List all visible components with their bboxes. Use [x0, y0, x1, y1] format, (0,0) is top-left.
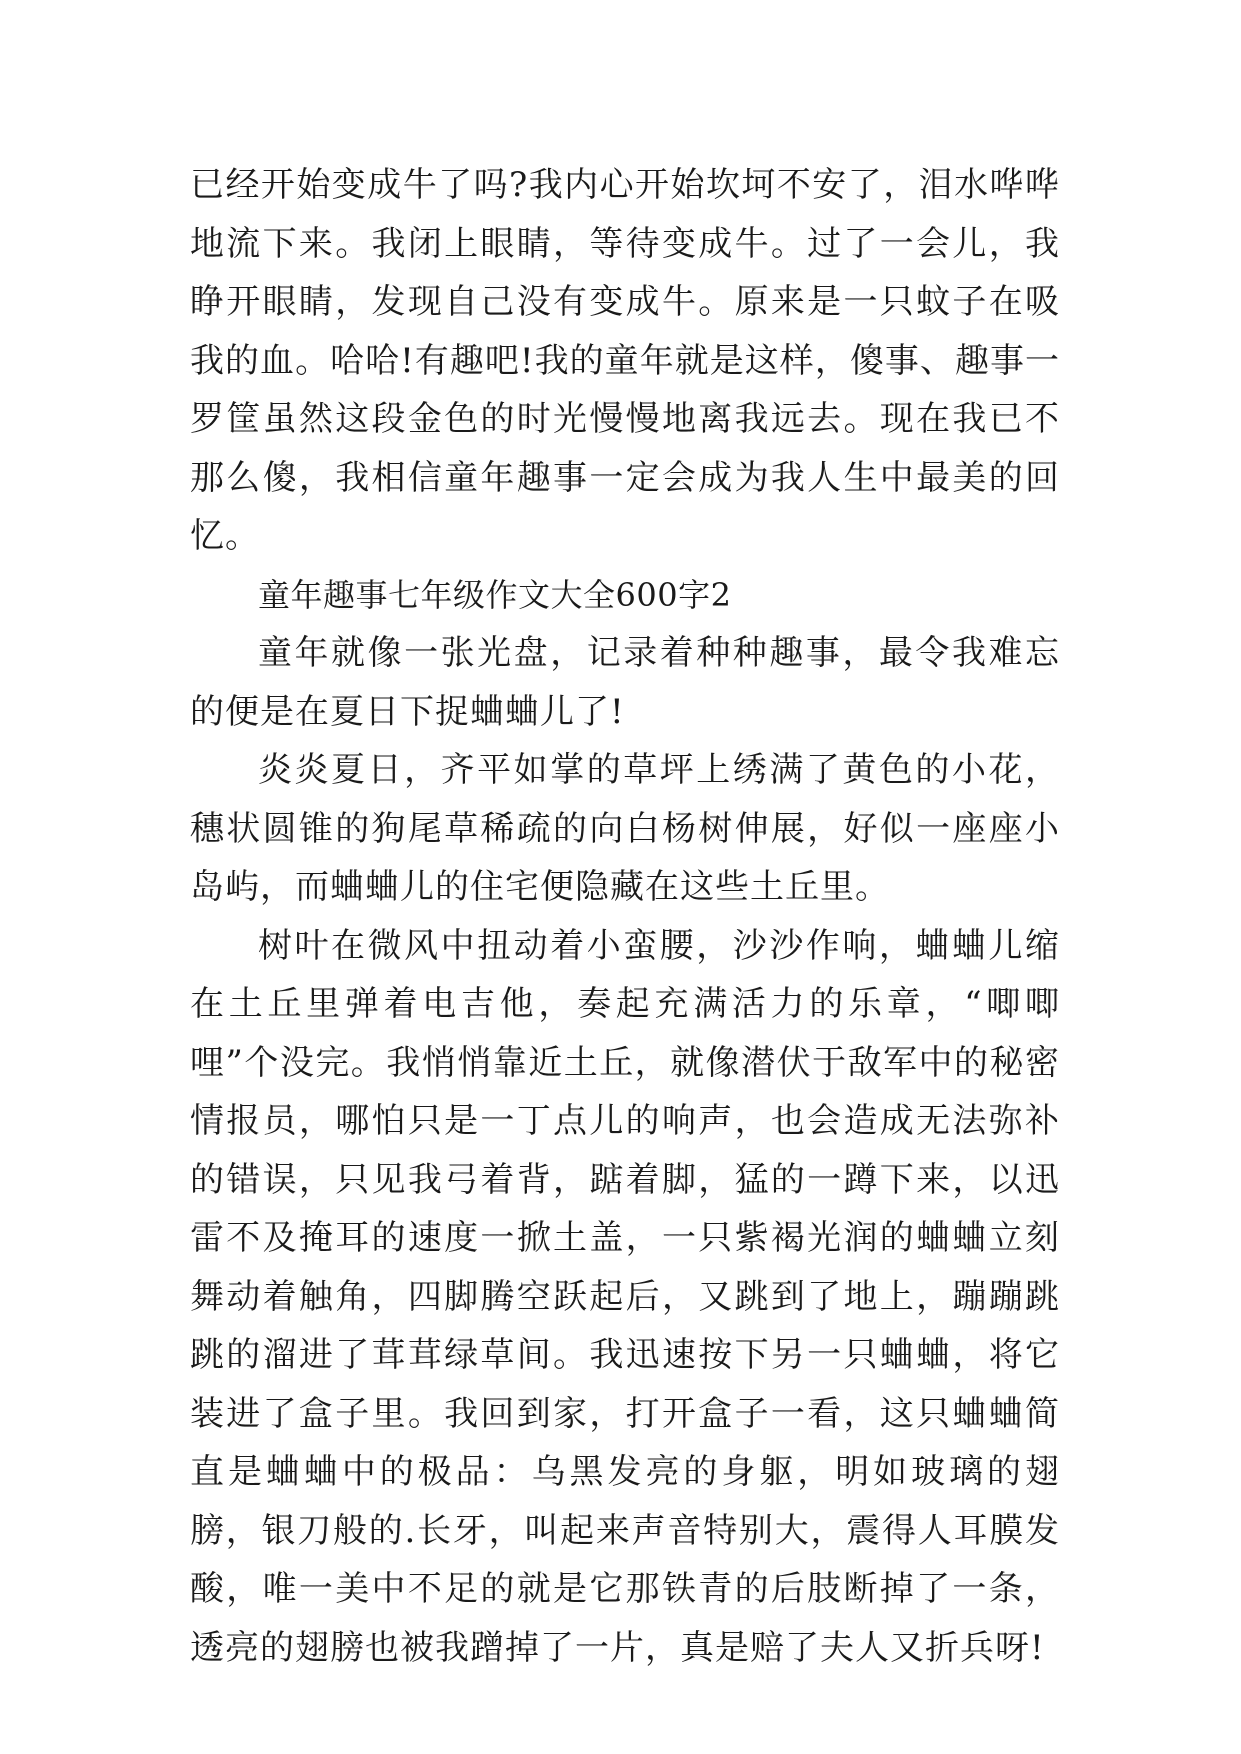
paragraph-intro: 童年就像一张光盘，记录着种种趣事，最令我难忘的便是在夏日下捉蛐蛐儿了!	[190, 633, 1060, 732]
paragraph-catching-cricket: 树叶在微风中扭动着小蛮腰，沙沙作响，蛐蛐儿缩在土丘里弹着电吉他，奏起充满活力的乐章，“唧唧哩”个没完。我悄悄靠近土丘，就像潜伏于敌军中的秘密情报员，哪怕只是一丁点儿的响声，也会造成无法弥补的错误，只见我弓着背，踮着脚，猛的一蹲下来，以迅雷不及掩耳的速度一掀土盖，一只紫褐光润的蛐蛐立刻舞动着触角，四脚腾空跃起后，又跳到了地上，蹦蹦跳跳的溜进了茸茸绿草间。我迅速按下另一只蛐蛐，将它装进了盒子里。我回到家，打开盒子一看，这只蛐蛐简直是蛐蛐中的极品：乌黑发亮的身躯，明如玻璃的翅膀，银刀般的.长牙，叫起来声音特别大，震得人耳膜发酸，唯一美中不足的就是它那铁青的后肢断掉了一条，透亮的翅膀也被我蹭掉了一片，真是赔了夫人又折兵呀!	[190, 925, 1060, 1668]
article-body	[190, 156, 1060, 1677]
paragraph-continuation: 已经开始变成牛了吗?我内心开始坎坷不安了，泪水哗哗地流下来。我闭上眼睛，等待变成牛。过了一会儿，我睁开眼睛，发现自己没有变成牛。原来是一只蚊子在吸我的血。哈哈!有趣吧!我的童年就是这样，傻事、趣事一罗筐虽然这段金色的时光慢慢地离我远去。现在我已不那么傻，我相信童年趣事一定会成为我人生中最美的回忆。	[190, 165, 1060, 556]
paragraph-summer-scene: 炎炎夏日，齐平如掌的草坪上绣满了黄色的小花，穗状圆锥的狗尾草稀疏的向白杨树伸展，好似一座座小岛屿，而蛐蛐儿的住宅便隐藏在这些土丘里。	[190, 750, 1060, 907]
section-heading: 童年趣事七年级作文大全600字2	[258, 575, 732, 614]
